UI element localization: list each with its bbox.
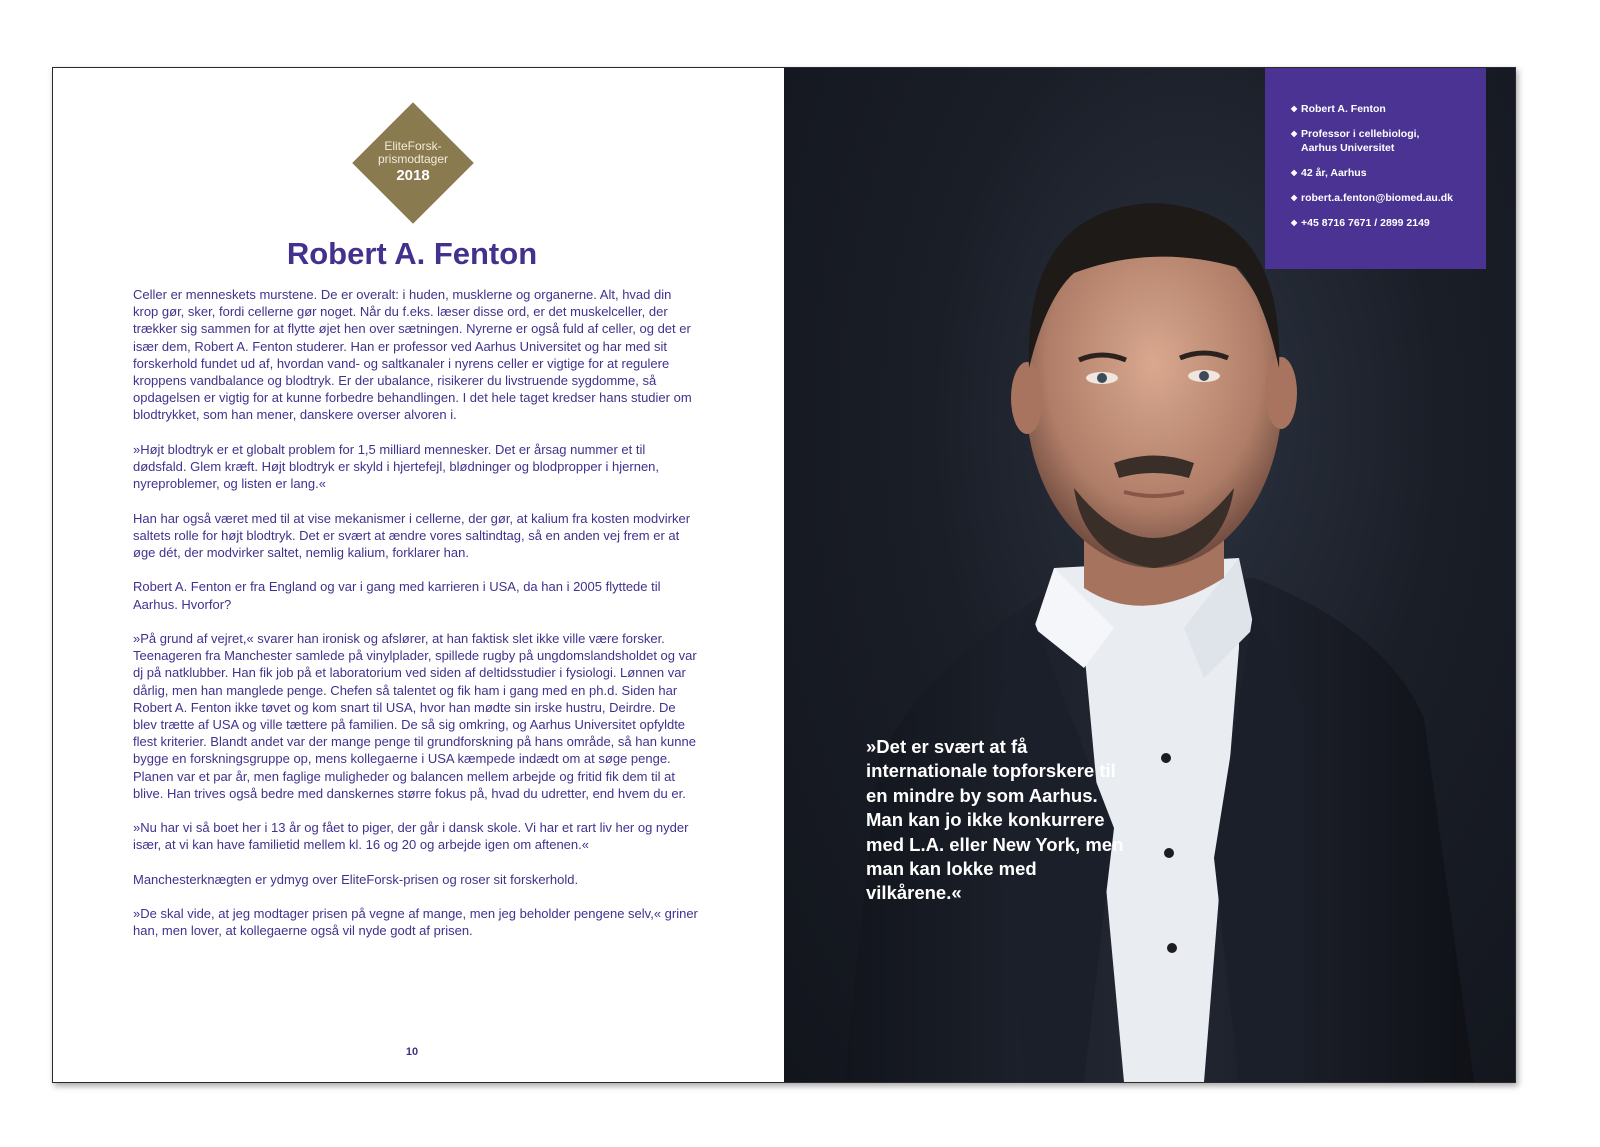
pull-quote: »Det er svært at få internationale topforskere til en mindre by som Aarhus. Man kan jo ikke konkurrere med L.A. eller New York, men man kan lokke med vilkårene.«: [866, 736, 1124, 904]
right-page: [784, 68, 1515, 1082]
badge-text: [353, 140, 473, 185]
article-title: Robert A. Fenton: [286, 236, 538, 271]
info-item-age: [1291, 166, 1470, 180]
diamond-bullet-icon: ◆: [1291, 193, 1298, 202]
paragraph: Han har også været med til at vise mekanismer i cellerne, der gør, at kalium fra kosten modvirker saltets rolle for højt blodtryk. Det er svært at ændre vores saltindtag, så en anden vej frem er at øge dét, der modvirker saltet, nemlig kalium, forklarer han.: [133, 510, 691, 561]
paragraph: Robert A. Fenton er fra England og var i gang med karrieren i USA, da han i 2005 flyttede til Aarhus. Hvorfor?: [133, 579, 661, 612]
magazine-spread: [52, 67, 1516, 1083]
info-item-email[interactable]: [1291, 191, 1470, 205]
diamond-bullet-icon: ◆: [1291, 218, 1298, 227]
paragraph: »På grund af vejret,« svarer han ironisk og afslører, at han faktisk slet ikke ville være forsker. Teenageren fra Manchester samlede på vinylplader, spillede rugby på ungdomslandsholdet og var dj på natklubber. Han fik job på et laboratorium ved siden af deltidsstudier i fysiologi. Lønnen var dårlig, men han manglede penge. Chefen så talentet og fik ham i gang med en ph.d. Siden har Robert A. Fenton ikke tøvet og kom snart til USA, hvor han mødte sin irske hustru, Deirdre. De blev trætte af USA og ville tættere på familien. De så sig omkring, og Aarhus Universitet opfyldte flest kriterier. Blandt andet var der mange penge til grundforskning på hans område, så han kunne bygge en forskningsgruppe op, mens kollegaerne i USA kæmpede indædt om at søge penge. Planen var et par år, men faglige muligheder og balancen mellem arbejde og fritid fik dem til at blive. Han trives også bedre med danskernes større fokus på, hvad du udretter, end hvem du er.: [133, 631, 697, 801]
left-page: [53, 68, 784, 1082]
article-body: [133, 286, 698, 957]
email-link[interactable]: robert.a.fenton@biomed.au.dk: [1301, 192, 1453, 204]
info-text: Aarhus Universitet: [1301, 142, 1395, 154]
paragraph: Manchesterknægten er ydmyg over EliteForsk-prisen og roser sit forskerhold.: [133, 871, 579, 887]
badge-line-2: prismodtager: [377, 152, 449, 166]
contact-info-box: [1265, 68, 1486, 269]
info-text: Professor i cellebiologi,: [1301, 128, 1420, 140]
diamond-bullet-icon: ◆: [1291, 129, 1298, 138]
paragraph: »Nu har vi så boet her i 13 år og fået to piger, der går i dansk skole. Vi har et rart liv her og nyder især, at vi kan have familietid mellem kl. 16 og 20 og arbejde igen om aftenen.«: [133, 820, 689, 853]
prize-badge: [353, 103, 473, 223]
diamond-bullet-icon: ◆: [1291, 168, 1298, 177]
page-number: 10: [405, 1046, 419, 1058]
info-item-name: [1291, 102, 1470, 116]
badge-year: 2018: [396, 167, 430, 184]
info-text: Robert A. Fenton: [1301, 103, 1386, 115]
paragraph: Celler er menneskets murstene. De er overalt: i huden, musklerne og organerne. Alt, hvad din krop gør, sker, fordi cellerne gør noget. Når du f.eks. læser disse ord, er det muskelceller, der trækker sig sammen for at flytte øjet hen over sætningen. Nyrerne er også fuld af celler, og det er især dem, Robert A. Fenton studerer. Han er professor ved Aarhus Universitet og har med sit forskerhold fundet ud af, hvordan vand- og saltkanaler i nyrens celler er vigtige for at regulere kroppens vandbalance og blodtryk. Er der ubalance, risikerer du livstruende sygdomme, så opdagelsen er vigtig for at kunne forbedre behandlingen. I det hele taget kredser hans studier om blodtrykket, som han mener, danskere overser alvoren i.: [133, 287, 692, 423]
badge-line-1: EliteForsk-: [384, 139, 442, 153]
info-item-phone: [1291, 216, 1470, 230]
diamond-bullet-icon: ◆: [1291, 104, 1298, 113]
paragraph: »Højt blodtryk er et globalt problem for 1,5 milliard mennesker. Det er årsag nummer et til dødsfald. Glem kræft. Højt blodtryk er skyld i hjertefejl, blødninger og blodpropper i hjernen, nyreproblemer, og listen er lang.«: [133, 441, 660, 492]
info-item-title: [1291, 127, 1470, 155]
info-text: 42 år, Aarhus: [1301, 167, 1367, 179]
info-text: +45 8716 7671 / 2899 2149: [1301, 217, 1430, 229]
paragraph: »De skal vide, at jeg modtager prisen på vegne af mange, men jeg beholder pengene selv,« griner han, men lover, at kollegaerne også vil nyde godt af prisen.: [133, 906, 698, 939]
